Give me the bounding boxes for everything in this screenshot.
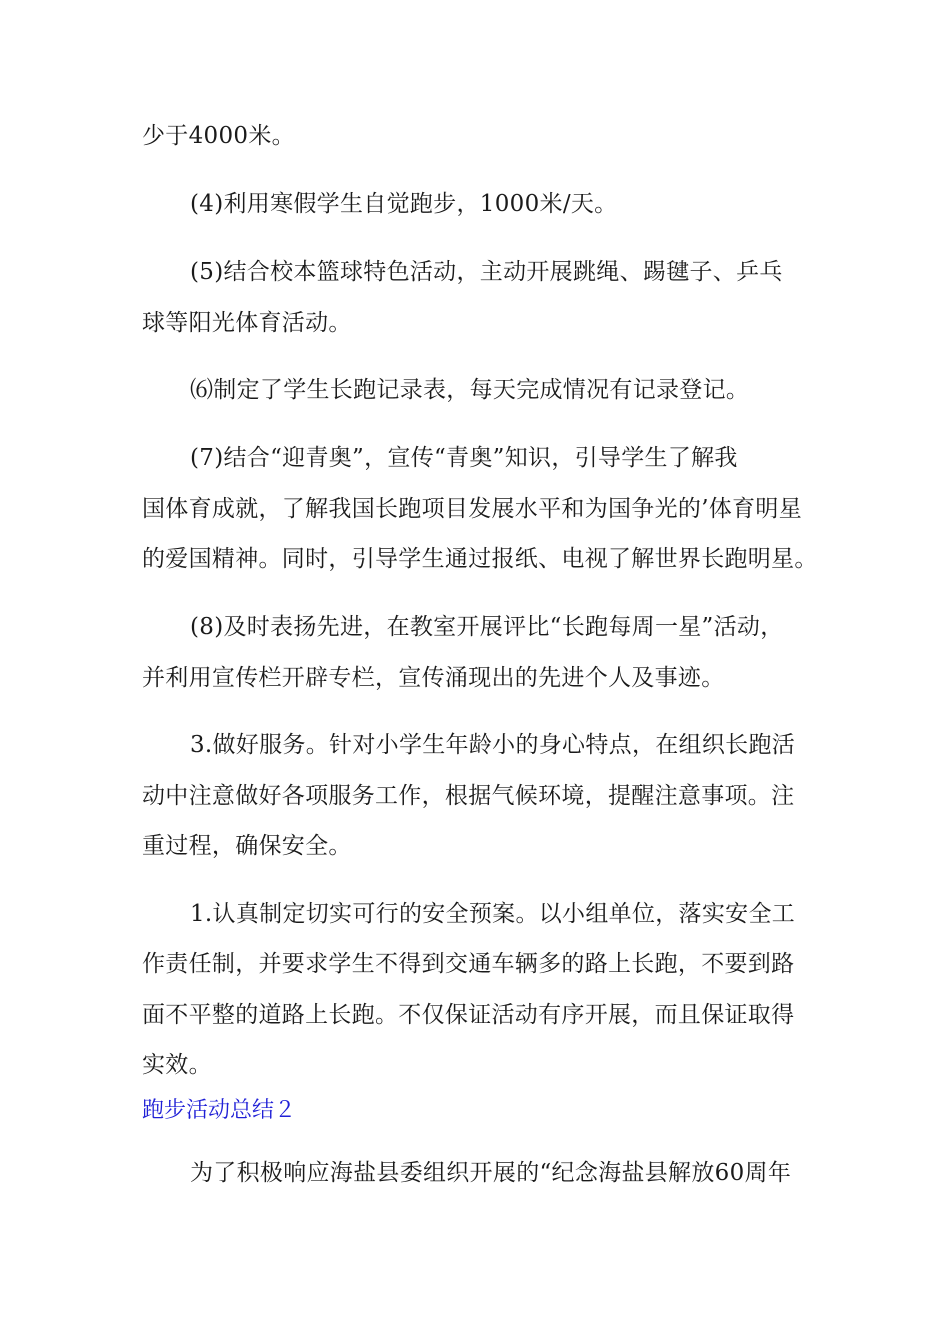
text-line-4: 球等阳光体育活动。 (142, 310, 352, 336)
text-line-7: 国体育成就，了解我国长跑项目发展水平和为国争光的’体育明星 (142, 496, 803, 522)
text-line-2: (4)利用寒假学生自觉跑步，1000米/天。 (190, 191, 618, 217)
text-line-5: ⑹制定了学生长跑记录表，每天完成情况有记录登记。 (190, 377, 750, 403)
text-line-8: 的爱国精神。同时，引导学生通过报纸、电视了解世界长跑明星。 (142, 546, 818, 572)
text-line-14: 1.认真制定切实可行的安全预案。以小组单位，落实安全工 (190, 901, 796, 927)
section-heading: 跑步活动总结２ (142, 1098, 297, 1123)
text-line-1: 少于4000米。 (142, 123, 295, 149)
text-line-3: (5)结合校本篮球特色活动，主动开展跳绳、踢毽子、乒乓 (190, 259, 783, 285)
text-line-18: 为了积极响应海盐县委组织开展的“纪念海盐县解放60周年 (190, 1160, 792, 1186)
text-line-6: (7)结合“迎青奥”，宣传“青奥”知识，引导学生了解我 (190, 445, 738, 471)
text-line-9: (8)及时表扬先进，在教室开展评比“长跑每周一星”活动， (190, 614, 784, 640)
text-line-13: 重过程，确保安全。 (142, 833, 352, 859)
text-line-15: 作责任制，并要求学生不得到交通车辆多的路上长跑，不要到路 (142, 951, 795, 977)
text-line-17: 实效。 (142, 1052, 212, 1078)
text-line-10: 并利用宣传栏开辟专栏，宣传涌现出的先进个人及事迹。 (142, 665, 725, 691)
text-line-12: 动中注意做好各项服务工作，根据气候环境，提醒注意事项。注 (142, 783, 795, 809)
text-line-16: 面不平整的道路上长跑。不仅保证活动有序开展，而且保证取得 (142, 1002, 795, 1028)
text-line-11: 3.做好服务。针对小学生年龄小的身心特点，在组织长跑活 (190, 732, 796, 758)
